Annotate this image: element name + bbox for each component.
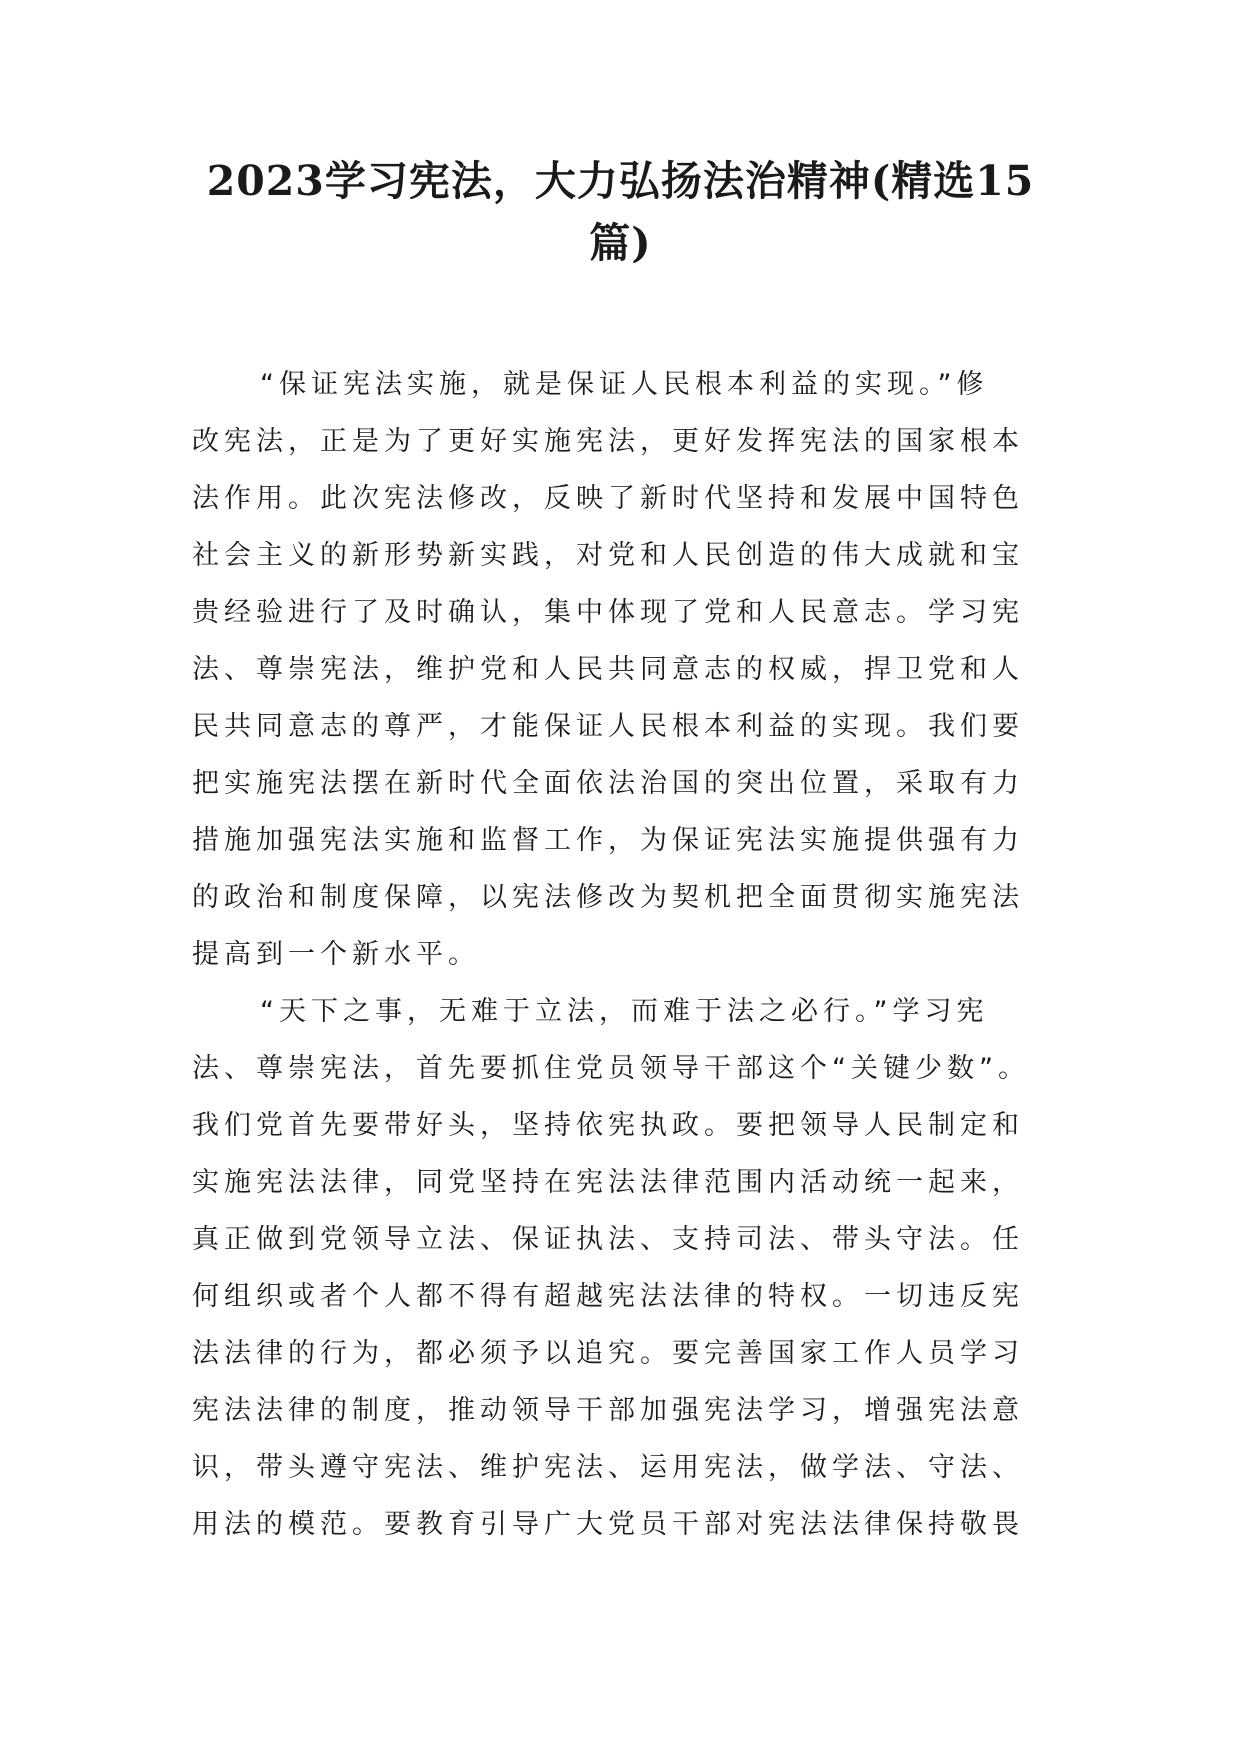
paragraph-line: 措施加强宪法实施和监督工作，为保证宪法实施提供强有力 (192, 825, 1024, 856)
paragraph-line: 我们党首先要带好头，坚持依宪执政。要把领导人民制定和 (192, 1110, 1024, 1141)
paragraph-line: 法、尊崇宪法，首先要抓住党员领导干部这个“关键少数”。 (192, 1053, 1030, 1084)
paragraph-line: 的政治和制度保障，以宪法修改为契机把全面贯彻实施宪法 (192, 882, 1024, 913)
paragraph-line: 法作用。此次宪法修改，反映了新时代坚持和发展中国特色 (192, 483, 1024, 514)
paragraph-line: “天下之事，无难于立法，而难于法之必行。”学习宪 (260, 996, 989, 1027)
paragraph-line: 真正做到党领导立法、保证执法、支持司法、带头守法。任 (192, 1224, 1024, 1255)
paragraph-line: 宪法法律的制度，推动领导干部加强宪法学习，增强宪法意 (192, 1395, 1024, 1426)
paragraph-line: 社会主义的新形势新实践，对党和人民创造的伟大成就和宝 (192, 540, 1024, 571)
paragraph-line: 法法律的行为，都必须予以追究。要完善国家工作人员学习 (192, 1338, 1024, 1369)
paragraph-line: 实施宪法法律，同党坚持在宪法法律范围内活动统一起来， (192, 1167, 1024, 1198)
title-line: 篇) (589, 219, 652, 267)
paragraph-line: 民共同意志的尊严，才能保证人民根本利益的实现。我们要 (192, 711, 1024, 742)
paragraph-line: “保证宪法实施，就是保证人民根本利益的实现。”修 (260, 369, 989, 400)
paragraph-line: 贵经验进行了及时确认，集中体现了党和人民意志。学习宪 (192, 597, 1024, 628)
paragraph-line: 提高到一个新水平。 (192, 939, 480, 970)
document-title (150, 150, 1091, 274)
paragraph-line: 用法的模范。要教育引导广大党员干部对宪法法律保持敬畏 (192, 1509, 1024, 1540)
paragraph-line: 法、尊崇宪法，维护党和人民共同意志的权威，捍卫党和人 (192, 654, 1024, 685)
paragraph-line: 改宪法，正是为了更好实施宪法，更好发挥宪法的国家根本 (192, 426, 1024, 457)
paragraph-line: 识，带头遵守宪法、维护宪法、运用宪法，做学法、守法、 (192, 1452, 1024, 1483)
paragraph-line: 何组织或者个人都不得有超越宪法法律的特权。一切违反宪 (192, 1281, 1024, 1312)
title-line: 2023学习宪法，大力弘扬法治精神(精选15 (206, 157, 1035, 205)
paragraph-line: 把实施宪法摆在新时代全面依法治国的突出位置，采取有力 (192, 768, 1024, 799)
document-body (192, 356, 1072, 1553)
